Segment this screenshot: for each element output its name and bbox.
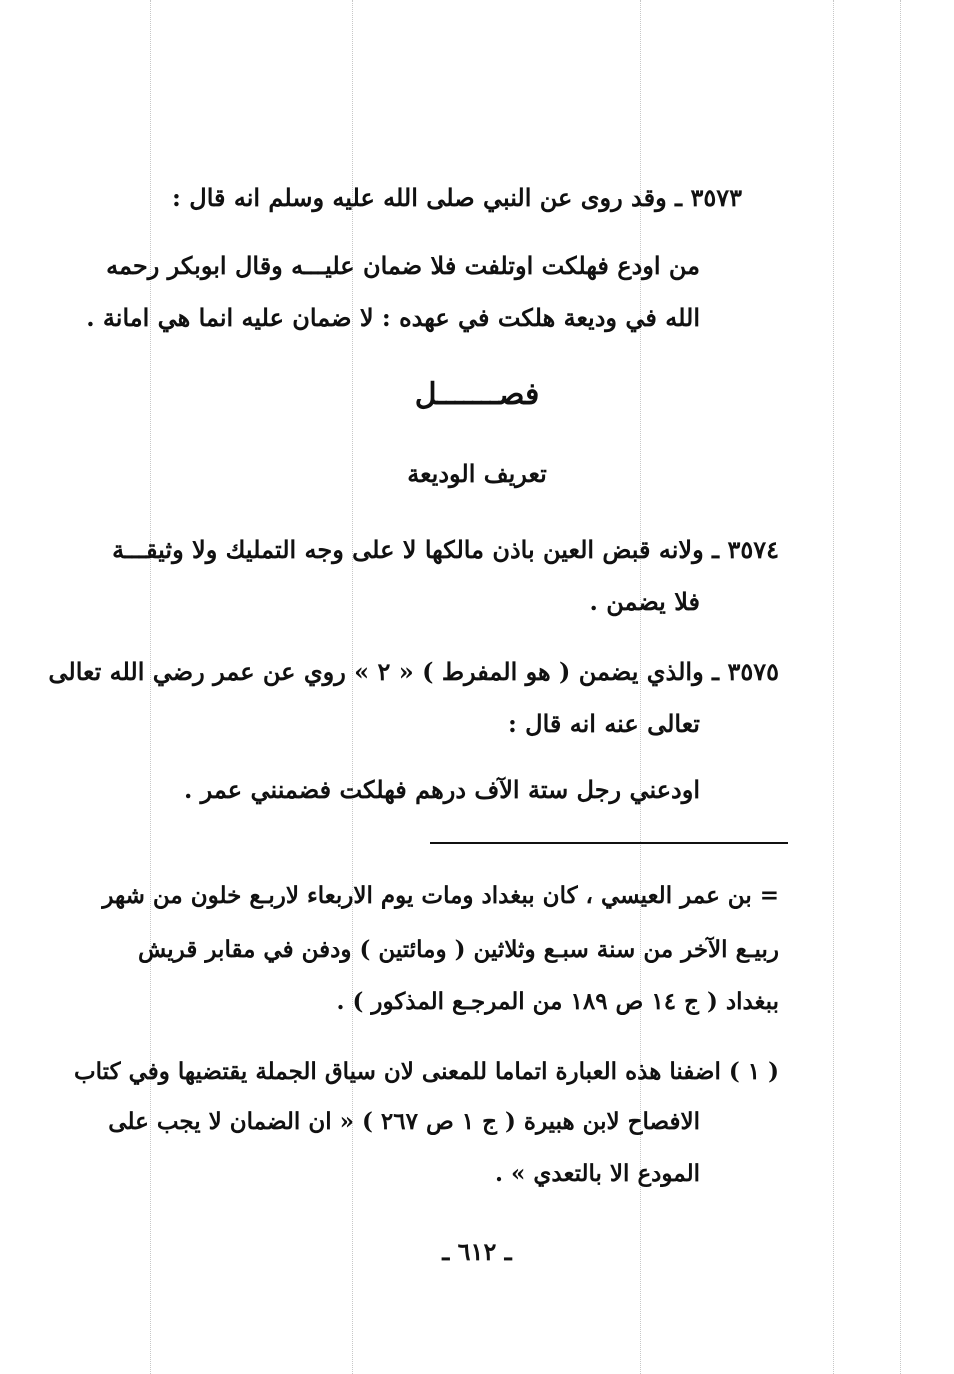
- section-subtitle: تعريف الوديعة: [407, 459, 547, 488]
- paragraph-3575-line: ٣٥٧٥ ـ والذي يضمن ( هو المفرط ) « ٢ » روي عن عمر رضي الله تعالى: [48, 657, 779, 686]
- paragraph-3574-line: فلا يضمن .: [589, 587, 700, 616]
- scan-artifact-line: [900, 0, 901, 1374]
- footnote-line: المودع الا بالتعدي » .: [495, 1160, 700, 1187]
- footnote-line: الافصاح لابن هبيرة ( ج ١ ص ٢٦٧ ) « ان الضمان لا يجب على: [108, 1108, 700, 1135]
- quote-line: من اودع فهلكت اوتلفت فلا ضمان عليـــه وقال ابوبكر رحمه: [106, 251, 700, 280]
- scan-artifact-line: [150, 0, 151, 1374]
- footnote-line: ببغداد ( ج ١٤ ص ١٨٩ من المرجـع المذكور ) .: [336, 988, 779, 1015]
- quote-line: الله في وديعة هلكت في عهده : لا ضمان عليه انما هي امانة .: [86, 303, 700, 332]
- page-number: ـ ٦١٢ ـ: [442, 1237, 512, 1266]
- footnote-line: ( ١ ) اضفنا هذه العبارة اتماما للمعنى لان سياق الجملة يقتضيها وفي كتاب: [74, 1058, 779, 1085]
- paragraph-3575-line: تعالى عنه انه قال :: [507, 709, 700, 738]
- footnote-separator: [430, 842, 788, 844]
- scan-artifact-line: [833, 0, 834, 1374]
- paragraph-3573-line: ٣٥٧٣ ـ وقد روى عن النبي صلى الله عليه وسلم انه قال :: [172, 183, 742, 212]
- quote-line: اودعني رجل ستة الآف درهم فهلكت فضمنني عمر .: [183, 775, 700, 804]
- footnote-line: = بن عمر العيسي ، كان ببغداد ومات يوم الاربعاء لاربـع خلون من شهر: [102, 882, 779, 909]
- paragraph-3574-line: ٣٥٧٤ ـ ولانه قبض العين باذن مالكها لا على وجه التمليك ولا وثيقـــة: [112, 535, 779, 564]
- section-title: فصـــــــل: [414, 377, 540, 412]
- footnote-line: ربيـع الآخر من سنة سبـع وثلاثين ( ومائتين ) ودفن في مقابر قريش: [137, 936, 779, 963]
